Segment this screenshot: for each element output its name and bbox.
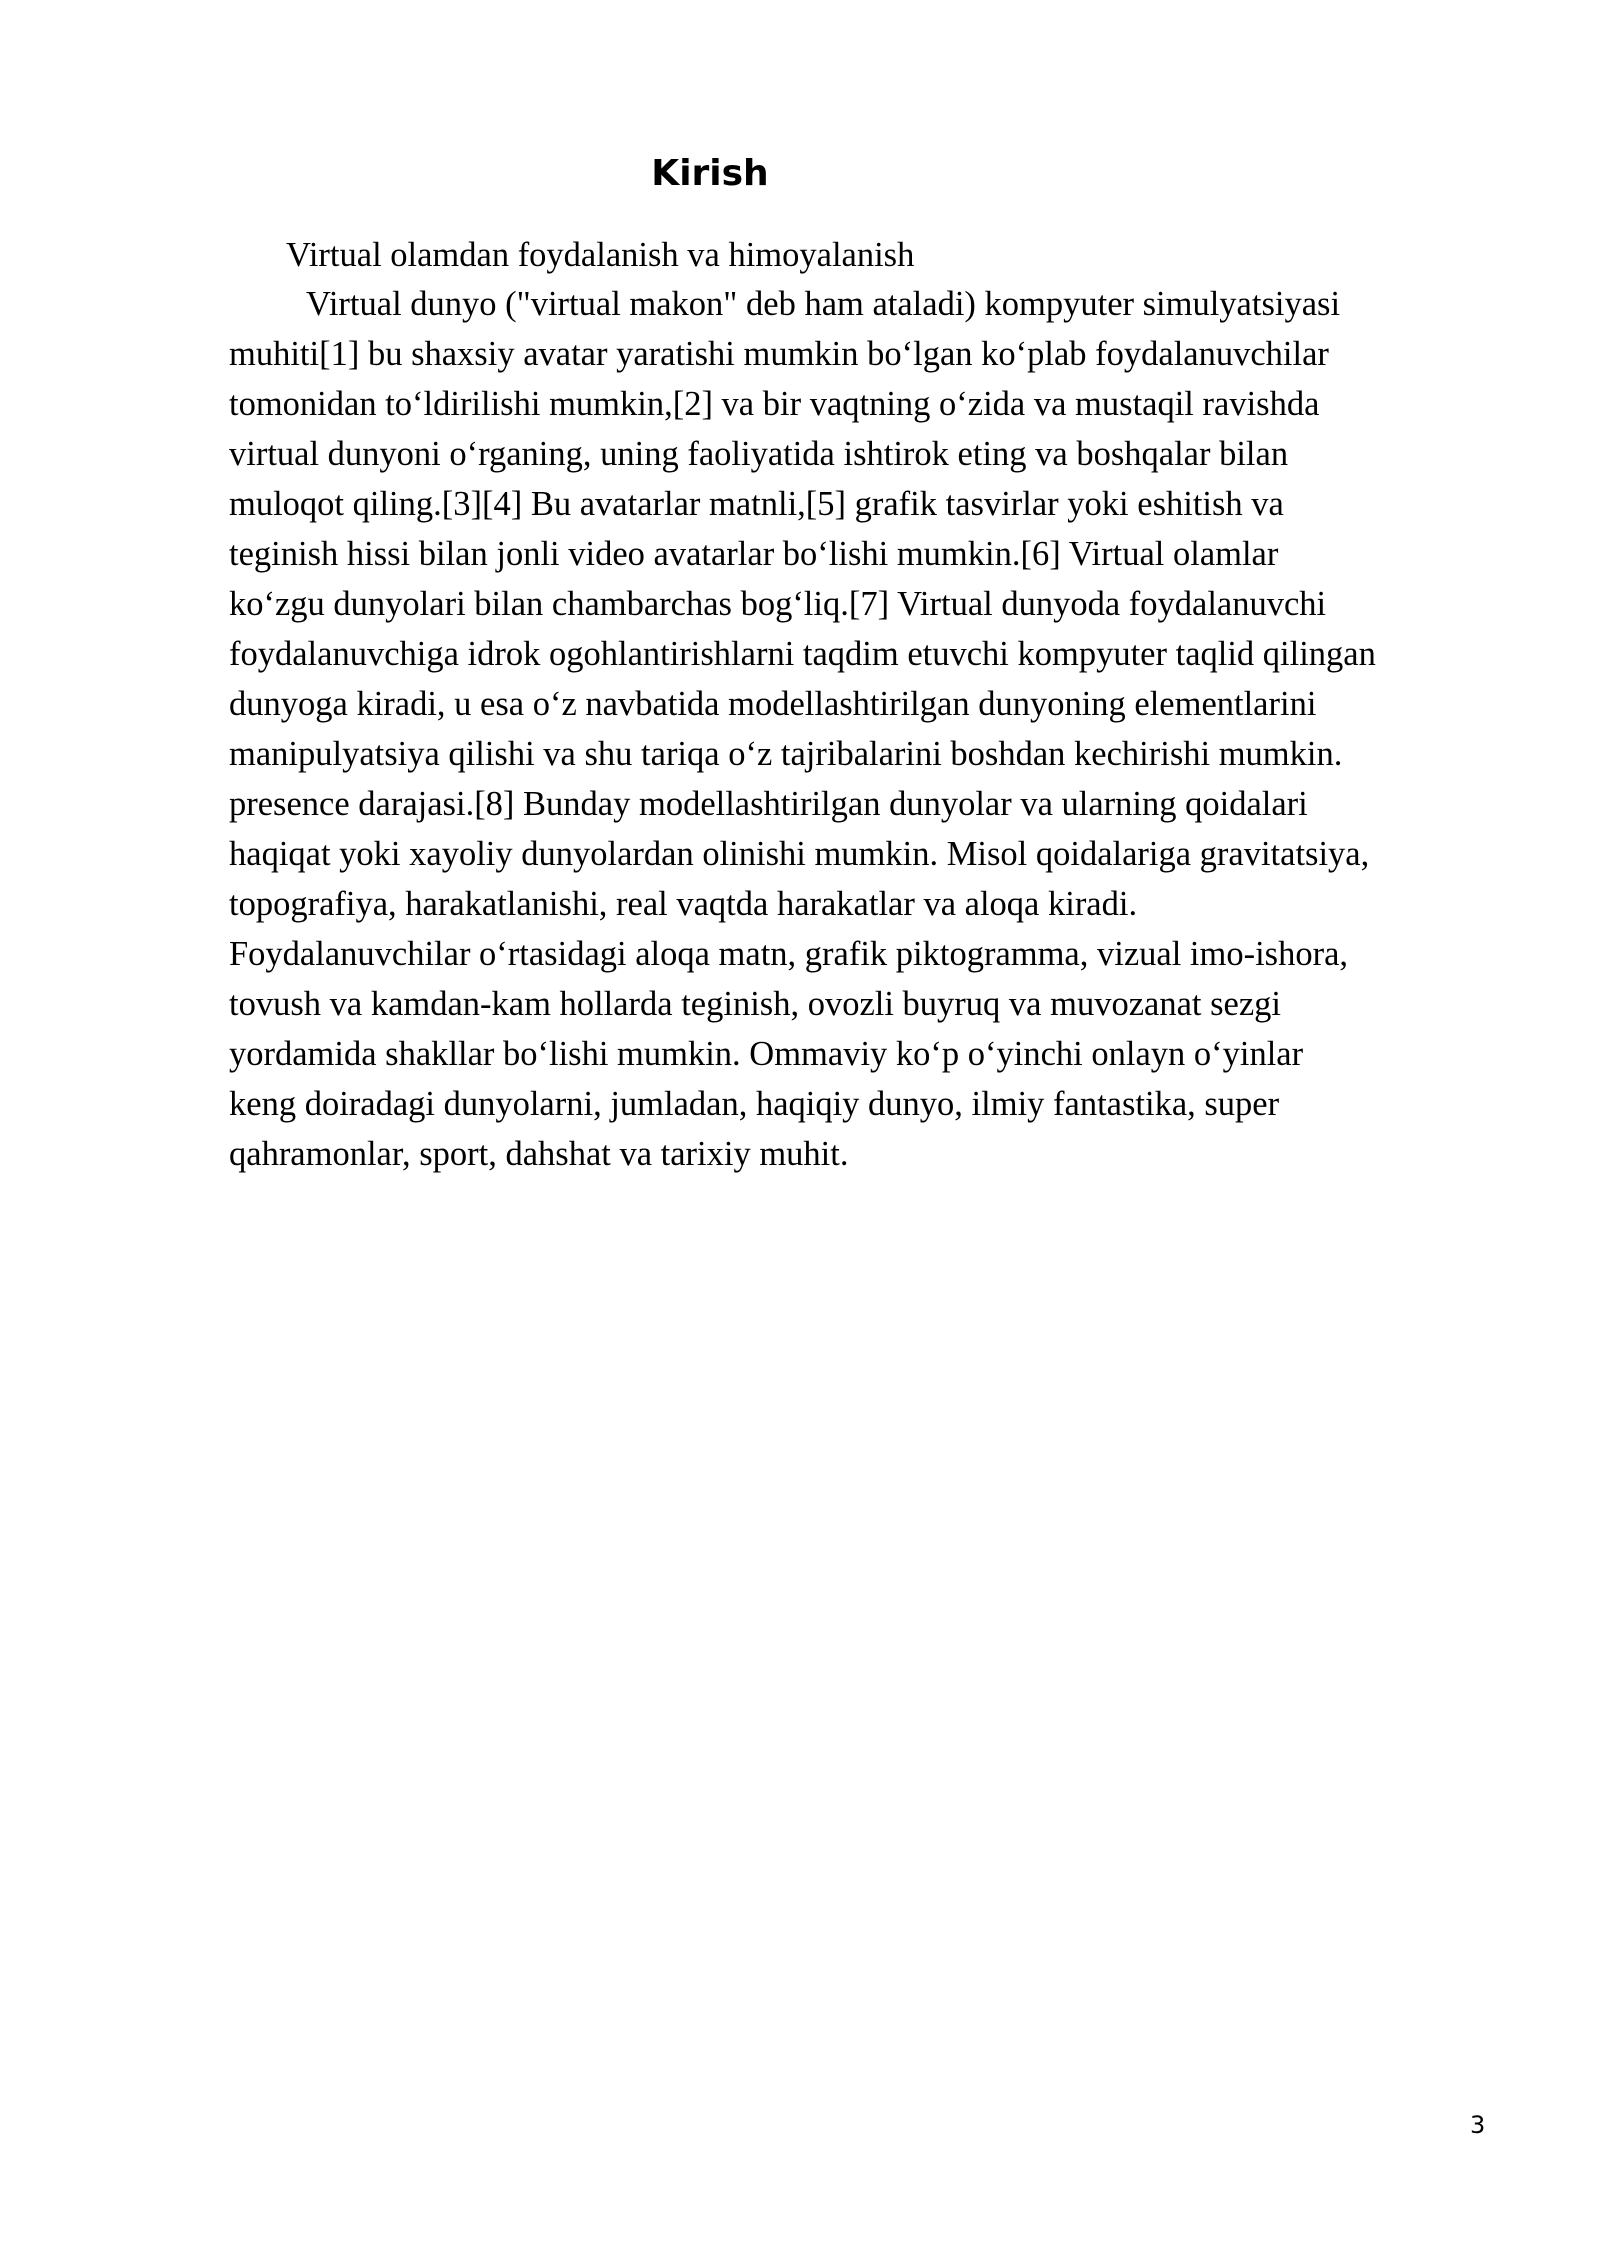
body-line: qahramonlar, sport, dahshat va tarixiy muhit.	[229, 1135, 849, 1173]
body-line: haqiqat yoki xayoliy dunyolardan olinishi mumkin. Misol qoidalariga gravitatsiya,	[229, 835, 1370, 873]
body-line: topografiya, harakatlanishi, real vaqtda harakatlar va aloqa kiradi.	[229, 885, 1138, 923]
body-line: yordamida shakllar bo‘lishi mumkin. Ommaviy ko‘p o‘yinchi onlayn o‘yinlar	[229, 1035, 1304, 1073]
body-line: muloqot qiling.[3][4] Bu avatarlar matnli,[5] grafik tasvirlar yoki eshitish va	[229, 485, 1284, 523]
body-line: manipulyatsiya qilishi va shu tariqa o‘z tajribalarini boshdan kechirishi mumkin.	[229, 735, 1343, 773]
page-number: 3	[1470, 2111, 1486, 2139]
body-line: ko‘zgu dunyolari bilan chambarchas bog‘liq.[7] Virtual dunyoda foydalanuvchi	[229, 585, 1327, 623]
body-line: Virtual dunyo ("virtual makon" deb ham ataladi) kompyuter simulyatsiyasi	[306, 285, 1341, 323]
body-line: virtual dunyoni o‘rganing, uning faoliyatida ishtirok eting va boshqalar bilan	[229, 435, 1289, 473]
body-line: tovush va kamdan-kam hollarda teginish, ovozli buyruq va muvozanat sezgi	[229, 985, 1281, 1023]
body-line: foydalanuvchiga idrok ogohlantirishlarni taqdim etuvchi kompyuter taqlid qilingan	[229, 635, 1376, 673]
body-line: muhiti[1] bu shaxsiy avatar yaratishi mumkin bo‘lgan ko‘plab foydalanuvchilar	[229, 335, 1329, 373]
page-subtitle: Virtual olamdan foydalanish va himoyalanish	[286, 236, 915, 274]
body-paragraph	[229, 279, 1529, 1179]
body-line: tomonidan to‘ldirilishi mumkin,[2] va bir vaqtning o‘zida va mustaqil ravishda	[229, 385, 1320, 423]
body-line: presence darajasi.[8] Bunday modellashtirilgan dunyolar va ularning qoidalari	[229, 785, 1308, 823]
page-title: Kirish	[651, 153, 769, 194]
body-line: teginish hissi bilan jonli video avatarlar bo‘lishi mumkin.[6] Virtual olamlar	[229, 535, 1279, 573]
body-line: Foydalanuvchilar o‘rtasidagi aloqa matn, grafik piktogramma, vizual imo-ishora,	[229, 935, 1349, 973]
body-line: dunyoga kiradi, u esa o‘z navbatida modellashtirilgan dunyoning elementlarini	[229, 685, 1317, 723]
body-line: keng doiradagi dunyolarni, jumladan, haqiqiy dunyo, ilmiy fantastika, super	[229, 1085, 1280, 1123]
